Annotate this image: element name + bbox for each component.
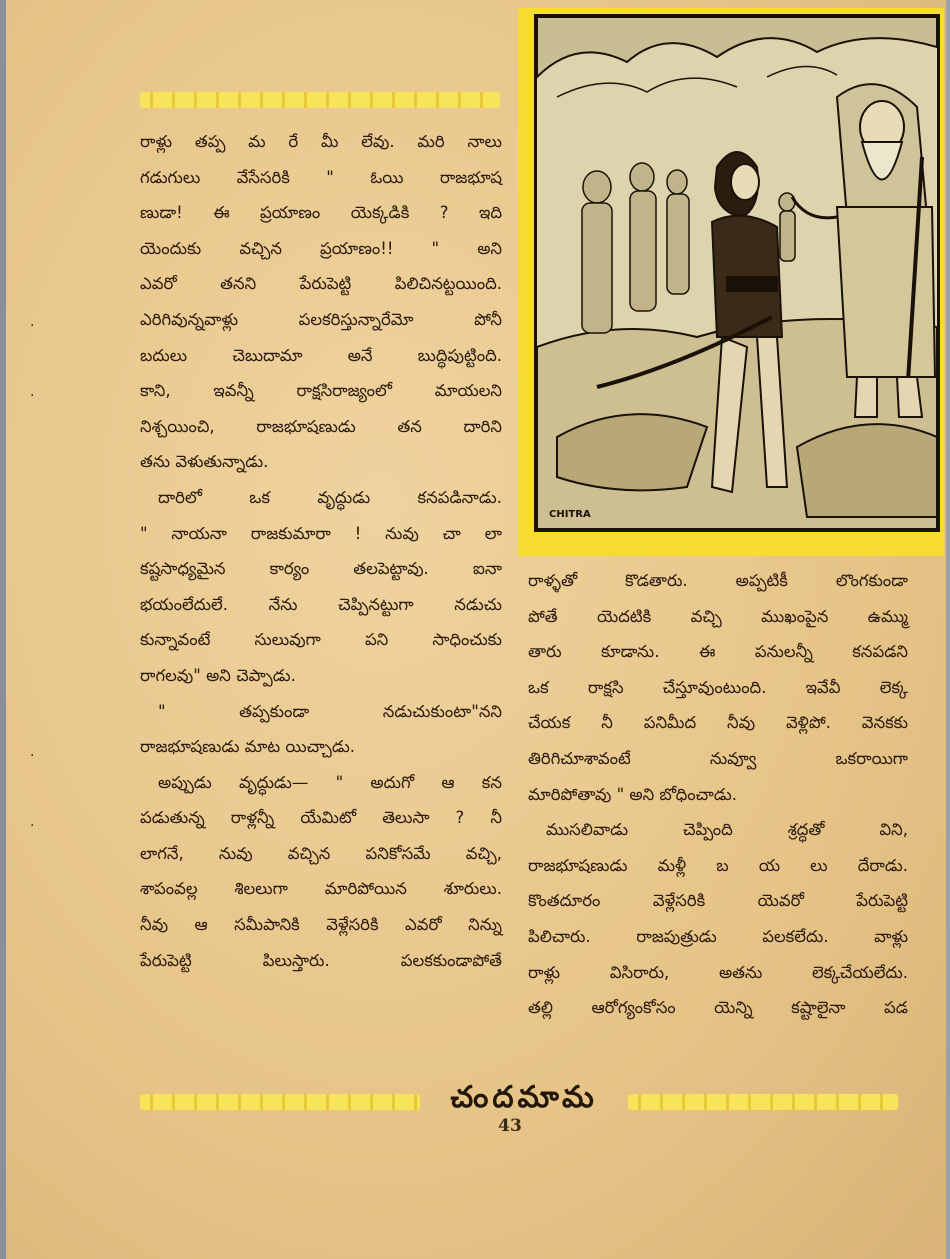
decorative-border-bottom-left: [140, 1094, 420, 1110]
paragraph-line: తల్లి ఆరోగ్యంకోసం యెన్ని కష్టాలైనా పడ: [528, 998, 908, 1018]
illustration: [534, 14, 940, 532]
paragraph-line: శాపంవల్ల శిలలుగా మారిపోయిన శూరులు.: [140, 879, 502, 899]
paragraph-line: పడుతున్న రాళ్లన్నీ యేమిటో తెలుసా ? నీ: [140, 808, 502, 828]
paragraph-line: " నాయనా రాజకుమారా ! నువు చా లా: [140, 523, 502, 543]
paragraph-line: తిరిగిచూశావంటే నువ్వూ ఒకరాయిగా: [528, 748, 908, 768]
paragraph-line: రాజభూషణుడు మాట యిచ్చాడు.: [140, 737, 356, 757]
margin-mark: ·: [30, 748, 35, 764]
paragraph-line: అప్పుడు వృద్ధుడు— " అదుగో ఆ కన: [158, 772, 502, 792]
paragraph-line: తారు కూడాను. ఈ పనులన్నీ కనపడని: [528, 642, 908, 662]
paragraph-line: ఒక రాక్షసి చేస్తూవుంటుంది. ఇవేవీ లెక్క: [528, 677, 908, 697]
paragraph-line: నిశ్చయించి, రాజభూషణుడు తన దారిని: [140, 416, 502, 436]
paragraph-line: యెందుకు వచ్చిన ప్రయాణం!! " అని: [140, 238, 502, 258]
paragraph-line: రాగలవు" అని చెప్పాడు.: [140, 665, 296, 685]
paragraph-line: కున్నావంటే సులువుగా పని సాధించుకు: [140, 630, 502, 650]
paragraph-line: కాని, ఇవన్నీ రాక్షసిరాజ్యంలో మాయలని: [140, 381, 502, 401]
right-column: [528, 563, 908, 1026]
paragraph-line: దారిలో ఒక వృద్ధుడు కనపడినాడు.: [158, 487, 502, 507]
paragraph-line: ఎవరో తనని పేరుపెట్టి పిలిచినట్టయింది.: [140, 274, 502, 294]
sage-and-prince-icon: [537, 17, 937, 529]
paragraph-line: " తప్పకుండా నడుచుకుంటా"నని: [158, 701, 502, 721]
paragraph-line: పేరుపెట్టి పిలుస్తారు. పలకకుండాపోతే: [140, 950, 502, 970]
paragraph-line: రాళ్లు విసిరారు, అతను లెక్కచేయలేదు.: [528, 962, 908, 982]
paragraph-line: భయంలేదులే. నేను చెప్పినట్టుగా నడుచు: [140, 594, 502, 614]
margin-mark: ·: [30, 318, 35, 334]
illustration-signature: CHITRA: [549, 509, 591, 520]
page-left-edge: [0, 0, 6, 1259]
decorative-border-bottom-right: [628, 1094, 898, 1110]
paragraph-line: రాళ్ళతో కొడతారు. అప్పటికీ లొంగకుండా: [528, 571, 908, 590]
paragraph-line: తను వెళుతున్నాడు.: [140, 452, 269, 472]
margin-mark: ·: [30, 388, 35, 404]
paragraph-line: చేయక నీ పనిమీద నీవు వెళ్లిపో. వెనకకు: [528, 713, 908, 733]
decorative-border-top: [140, 92, 500, 108]
paragraph-line: రాళ్లు తప్ప మ రే మీ లేవు. మరి నాలు: [140, 132, 502, 151]
paragraph-line: గడుగులు వేసేసరికి " ఓయి రాజభూష: [140, 167, 502, 187]
paragraph-line: మారిపోతావు " అని బోధించాడు.: [528, 784, 738, 804]
paragraph-line: ముసలివాడు చెప్పింది శ్రద్ధతో విని,: [546, 820, 908, 840]
left-column: [140, 124, 502, 978]
paragraph-line: కష్టసాధ్యమైన కార్యం తలపెట్టావు. ఐనా: [140, 559, 502, 579]
paragraph-line: నీవు ఆ సమీపానికి వెళ్లేసరికి ఎవరో నిన్ను: [140, 915, 502, 935]
paragraph-line: పిలిచారు. రాజపుత్రుడు పలకలేదు. వాళ్లు: [528, 926, 908, 946]
page-right-edge: [946, 0, 950, 1259]
paragraph-line: బదులు చెబుదామా అనే బుద్ధిపుట్టింది.: [140, 345, 502, 365]
paragraph-line: ఎరిగివున్నవాళ్లు పలకరిస్తున్నారేమో పోనీ: [140, 309, 502, 329]
page-number: 43: [498, 1116, 522, 1136]
paragraph-line: కొంతదూరం వెళ్లేసరికి యెవరో పేరుపెట్టి: [528, 891, 908, 911]
paragraph-line: లాగనే, నువు వచ్చిన పనికోసమే వచ్చి,: [140, 843, 502, 863]
paragraph-line: రాజభూషణుడు మళ్లీ బ య లు దేరాడు.: [528, 855, 908, 875]
paragraph-line: ణుడా! ఈ ప్రయాణం యెక్కడికి ? ఇది: [140, 203, 502, 223]
margin-mark: ·: [30, 818, 35, 834]
magazine-title: చందమామ: [450, 1080, 598, 1115]
paragraph-line: పోతే యెదటికి వచ్చి ముఖంపైన ఉమ్ము: [528, 606, 908, 626]
